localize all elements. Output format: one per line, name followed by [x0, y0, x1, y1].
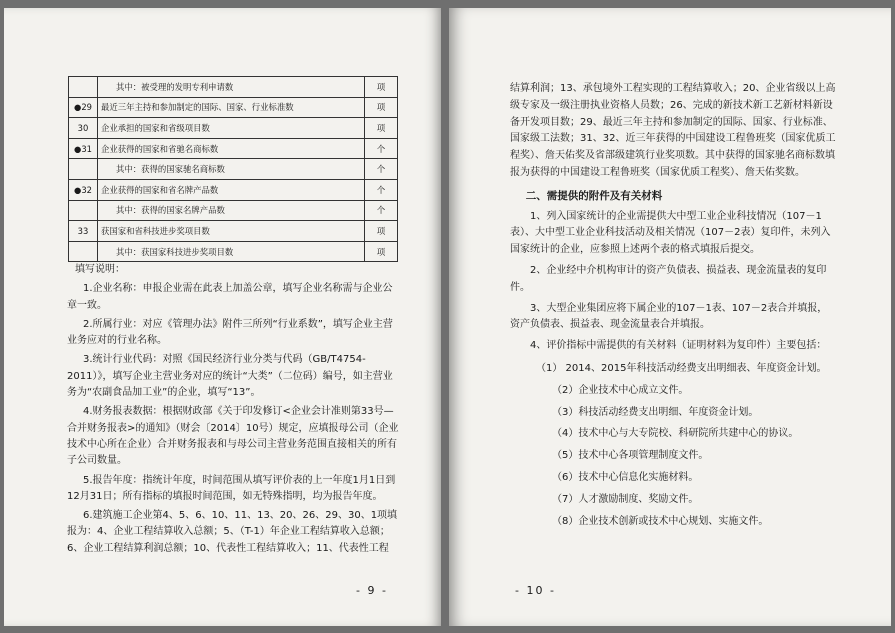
note-item: 3.统计行业代码：对照《国民经济行业分类与代码（GB/T4754-2011）》，填写企业主营业务对应的统计“大类”（二位码）编号，如主营业务为“农副食品加工业”的企业，填写“13”。	[67, 354, 393, 399]
table-row	[69, 241, 398, 262]
row-number	[69, 77, 98, 98]
row-indicator: 获国家和省科技进步奖项目数	[98, 221, 365, 242]
row-unit: 个	[365, 200, 398, 221]
row-unit: 项	[365, 97, 398, 118]
attachment-item: （3）科技活动经费支出明细、年度资金计划。	[552, 406, 759, 418]
table-row	[69, 159, 398, 180]
attachment-item: （6）技术中心信息化实施材料。	[552, 471, 699, 483]
requirement-item: 2、企业经中介机构审计的资产负债表、损益表、现金流量表的复印件。	[510, 264, 827, 293]
table-row	[69, 138, 398, 159]
row-number: 30	[69, 118, 98, 139]
row-indicator: 其中：被受理的发明专利申请数	[98, 77, 365, 98]
note-item: 6.建筑施工企业第4、5、6、10、11、13、20、26、29、30、1项填报为：4、企业工程结算收入总额；5、（T-1）年企业工程结算收入总额；6、企业工程结算利润总额；10、代表性工程结算收入；11、代表性工程	[67, 510, 398, 554]
left-page	[4, 8, 441, 626]
requirement-item: 4、评价指标中需提供的有关材料（证明材料为复印件）主要包括：	[530, 340, 827, 352]
requirement-item: 3、大型企业集团应将下属企业的107－1表、107－2表合并填报，资产负债表、损益表、现金流量表合并填报。	[510, 302, 828, 331]
table-row	[69, 200, 398, 221]
fill-instructions	[67, 262, 402, 557]
attachment-item: （1） 2014、2015年科技活动经费支出明细表、年度资金计划。	[536, 362, 827, 374]
attachment-item: （7）人才激励制度、奖励文件。	[552, 493, 699, 505]
table-row	[69, 97, 398, 118]
attachment-item: （4）技术中心与大专院校、科研院所共建中心的协议。	[552, 428, 799, 440]
continued-text: 结算利润；13、承包境外工程实现的工程结算收入；20、企业省级以上高级专家及一级注册执业资格人员数；26、完成的新技术新工艺新材料新设备开发项目数；29、最近三年主持和参加制定的国际、国家、行业标准、国家级工法数；31、32、近三年获得的中国建设工程鲁班奖（国家优质工程奖）、詹天佑奖及省部级建筑行业奖项数。其中获得的国家驰名商标数填报为获得的中国建设工程鲁班奖（国家优质工程奖）、詹天佑奖数。	[510, 83, 836, 178]
indicator-table	[68, 76, 398, 262]
note-item: 5.报告年度：指统计年度，时间范围从填写评价表的上一年度1月1日到12月31日；所有指标的填报时间范围，如无特殊指明，均为报告年度。	[67, 474, 396, 502]
row-unit: 项	[365, 221, 398, 242]
row-number	[69, 241, 98, 262]
note-item: 1.企业名称：申报企业需在此表上加盖公章，填写企业名称需与企业公章一致。	[67, 283, 393, 311]
row-number: ●29	[69, 97, 98, 118]
attachment-item: （5）技术中心各项管理制度文件。	[552, 450, 709, 462]
row-indicator: 企业承担的国家和省级项目数	[98, 118, 365, 139]
row-number	[69, 159, 98, 180]
table-row	[69, 179, 398, 200]
attachment-item: （8）企业技术创新或技术中心规划、实施文件。	[552, 515, 769, 527]
table-row	[69, 221, 398, 242]
row-indicator: 其中：获得的国家名牌产品数	[98, 200, 365, 221]
note-item: 4.财务报表数据：根据财政部《关于印发修订<企业会计准则第33号—合并财务报表>的通知》（财会〔2014〕10号）规定，应填报母公司（企业技术中心所在企业）合并财务报表和与母公司主营业务范围直接相关的所有子公司数量。	[67, 406, 399, 467]
row-indicator: 最近三年主持和参加制定的国际、国家、行业标准数	[98, 97, 365, 118]
note-item: 2.所属行业：对应《管理办法》附件三所列“行业系数”，填写企业主营业务应对的行业名称。	[67, 318, 393, 347]
notes-heading: 填写说明：	[75, 264, 125, 275]
requirement-item: 1、列入国家统计的企业需提供大中型工业企业科技情况（107－1表）、大中型工业企业科技活动及相关情况（107－2表）复印件，未列入国家统计的企业，应参照上述两个表的格式填报后提交。	[510, 210, 831, 256]
row-number	[69, 200, 98, 221]
row-indicator: 其中：获国家科技进步奖项目数	[98, 241, 365, 262]
row-unit: 个	[365, 138, 398, 159]
right-page-body	[510, 81, 836, 530]
row-number: ●31	[69, 138, 98, 159]
row-unit: 项	[365, 118, 398, 139]
attachment-item: （2）企业技术中心成立文件。	[552, 384, 689, 396]
row-unit: 个	[365, 159, 398, 180]
section-title: 二、需提供的附件及有关材料	[525, 189, 663, 202]
page-number: - 9 -	[356, 584, 388, 597]
row-unit: 个	[365, 179, 398, 200]
row-indicator: 其中：获得的国家驰名商标数	[98, 159, 365, 180]
table-row	[69, 118, 398, 139]
row-number: 33	[69, 221, 98, 242]
row-number: ●32	[69, 179, 98, 200]
page-number: - 10 -	[515, 584, 556, 597]
row-unit: 项	[365, 241, 398, 262]
table-row	[69, 77, 398, 98]
row-indicator: 企业获得的国家和省驰名商标数	[98, 138, 365, 159]
right-page	[449, 8, 891, 626]
row-unit: 项	[365, 77, 398, 98]
row-indicator: 企业获得的国家和省名牌产品数	[98, 179, 365, 200]
